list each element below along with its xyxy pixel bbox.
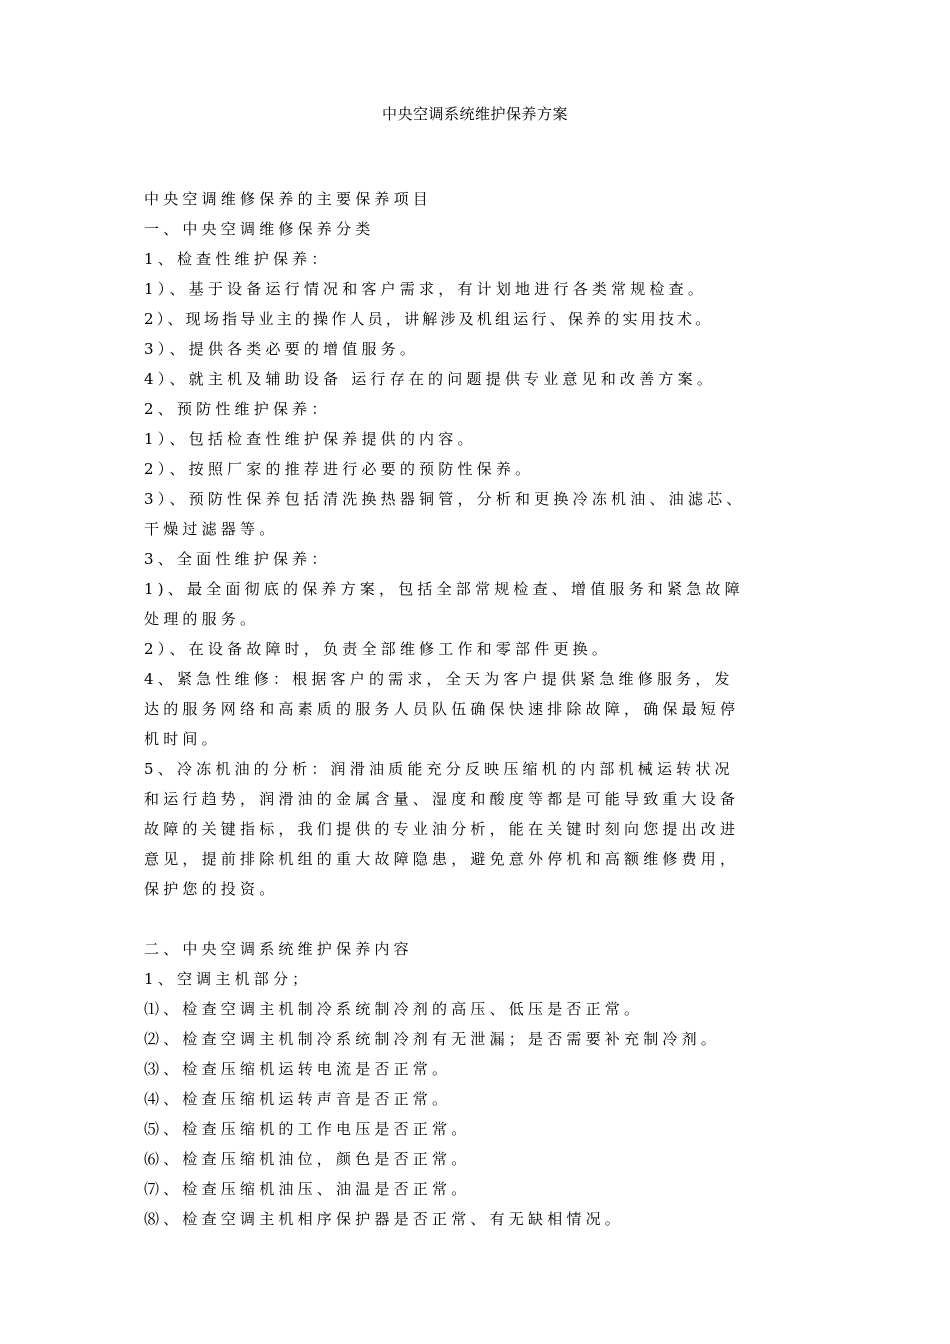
text-line: 中央空调维修保养的主要保养项目 — [144, 190, 433, 208]
text-line: 2）、现场指导业主的操作人员，讲解涉及机组运行、保养的实用技术。 — [144, 310, 714, 328]
text-line: 1）、包括检查性维护保养提供的内容。 — [144, 430, 477, 448]
blank-line — [144, 904, 814, 934]
text-line: ⑹、检查压缩机油位，颜色是否正常。 — [144, 1150, 471, 1168]
text-line: 故障的关键指标，我们提供的专业油分析，能在关键时刻向您提出改进 — [144, 820, 740, 838]
text-line: ⑸、检查压缩机的工作电压是否正常。 — [144, 1120, 471, 1138]
document-body — [144, 184, 814, 1234]
section-heading: 二、中央空调系统维护保养内容 — [144, 940, 413, 958]
text-line: 1）、基于设备运行情况和客户需求，有计划地进行各类常规检查。 — [144, 280, 708, 298]
text-line: ⑻、检查空调主机相序保护器是否正常、有无缺相情况。 — [144, 1210, 625, 1228]
text-line: 2）、在设备故障时，负责全部维修工作和零部件更换。 — [144, 640, 612, 658]
subsection-heading: 1、检查性维护保养： — [144, 250, 331, 268]
subsection-heading: 1、空调主机部分； — [144, 970, 312, 988]
document-title: 中央空调系统维护保养方案 — [381, 105, 568, 123]
text-line: 3）、预防性保养包括清洗换热器铜管，分析和更换冷冻机油、油滤芯、 — [144, 490, 746, 508]
text-line: 3）、提供各类必要的增值服务。 — [144, 340, 420, 358]
text-line: 5、冷冻机油的分析：润滑油质能充分反映压缩机的内部机械运转状况 — [144, 760, 734, 778]
text-line: ⑶、检查压缩机运转电流是否正常。 — [144, 1060, 452, 1078]
text-line: 保护您的投资。 — [144, 880, 279, 898]
text-line: 意见，提前排除机组的重大故障隐患，避免意外停机和高额维修费用， — [144, 850, 740, 868]
text-line: 达的服务网络和高素质的服务人员队伍确保快速排除故障，确保最短停 — [144, 700, 740, 718]
text-line: 1)、最全面彻底的保养方案，包括全部常规检查、增值服务和紧急故障 — [144, 580, 744, 598]
text-line: 4、紧急性维修：根据客户的需求，全天为客户提供紧急维修服务，发 — [144, 670, 734, 688]
subsection-heading: 3、全面性维护保养： — [144, 550, 331, 568]
text-line: ⑴、检查空调主机制冷系统制冷剂的高压、低压是否正常。 — [144, 1000, 644, 1018]
text-line: 2）、按照厂家的推荐进行必要的预防性保养。 — [144, 460, 535, 478]
subsection-heading: 2、预防性维护保养： — [144, 400, 331, 418]
text-line: 干燥过滤器等。 — [144, 520, 279, 538]
text-line: ⑵、检查空调主机制冷系统制冷剂有无泄漏；是否需要补充制冷剂。 — [144, 1030, 721, 1048]
text-line: 4）、就主机及辅助设备 运行存在的问题提供专业意见和改善方案。 — [144, 370, 717, 388]
section-heading: 一、中央空调维修保养分类 — [144, 220, 375, 238]
text-line: ⑷、检查压缩机运转声音是否正常。 — [144, 1090, 452, 1108]
text-line: 处理的服务。 — [144, 610, 260, 628]
text-line: 和运行趋势，润滑油的金属含量、湿度和酸度等都是可能导致重大设备 — [144, 790, 740, 808]
text-line: ⑺、检查压缩机油压、油温是否正常。 — [144, 1180, 471, 1198]
text-line: 机时间。 — [144, 730, 221, 748]
